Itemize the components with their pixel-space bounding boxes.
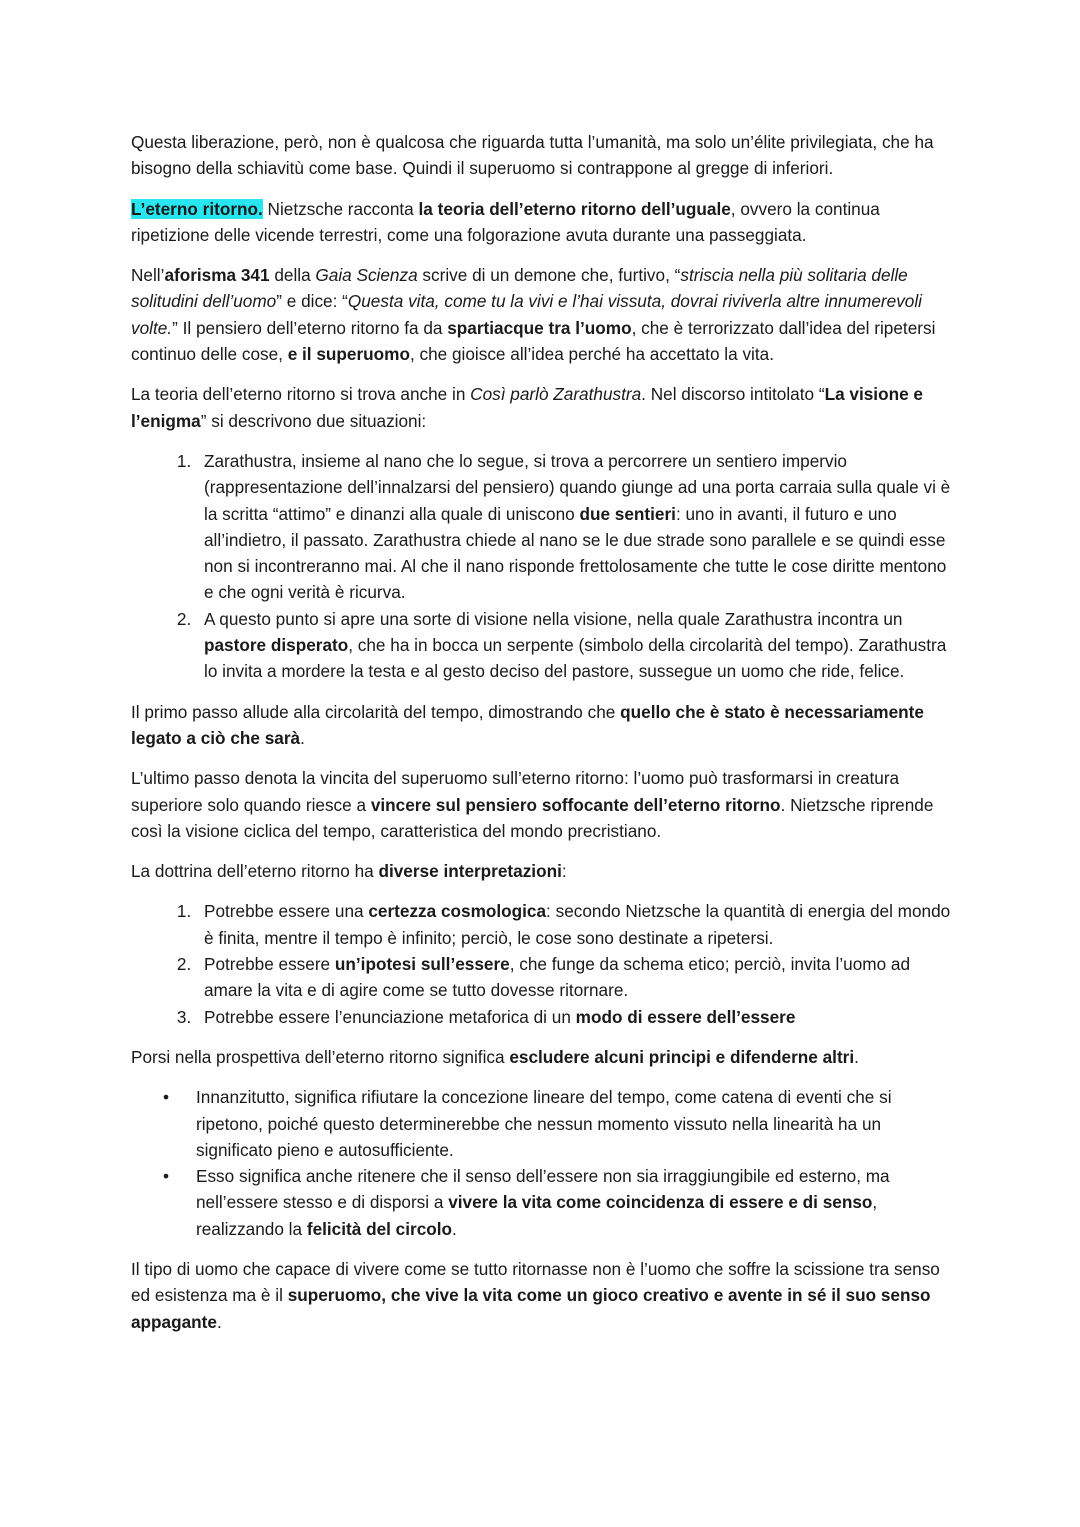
paragraph-superuomo: Il tipo di uomo che capace di vivere come se tutto ritornasse non è l’uomo che soffre la scissione tra senso ed esistenza ma è il superuomo, che vive la vita come un gioco creativo e avente in sé il suo senso appagante. <box>131 1258 940 1332</box>
list-item: 3. Potrebbe essere l’enunciazione metaforica di un modo di essere dell’essere <box>196 1004 951 1030</box>
list-item: 1. Zarathustra, insieme al nano che lo segue, si trova a percorrere un sentiero impervio (rappresentazione dell’innalzarsi del pensiero) quando giunge ad una porta carraia sulla quale vi è la scritta “attimo” e dinanzi alla quale di uniscono due sentieri: uno in avanti, il futuro e uno all’indietro, il passato. Zarathustra chiede al nano se le due strade sono parallele e se quindi esse non si incontreranno mai. Al che il nano risponde frettolosamente che tutte le cose diritte mentono e che ogni verità è ricurva. <box>196 448 951 606</box>
list-item: • Innanzitutto, significa rifiutare la concezione lineare del tempo, come catena di eventi che si ripetono, poiché questo determinerebbe che nessun momento vissuto nella linearità ha un significato pieno e autosufficiente. <box>196 1084 951 1163</box>
paragraph-primo-passo: Il primo passo allude alla circolarità del tempo, dimostrando che quello che è stato è necessariamente legato a ciò che sarà. <box>131 701 924 748</box>
paragraph-eternal-return-intro: L’eterno ritorno. Nietzsche racconta la teoria dell’eterno ritorno dell’uguale, ovvero la continua ripetizione delle vicende terrestri, come una folgorazione avuta durante una passeggiata. <box>131 198 880 245</box>
list-item: • Esso significa anche ritenere che il senso dell’essere non sia irraggiungibile ed esterno, ma nell’essere stesso e di disporsi a vivere la vita come coincidenza di essere e di senso, realizzando la felicità del circolo. <box>196 1163 951 1242</box>
paragraph-ultimo-passo: L’ultimo passo denota la vincita del superuomo sull’eterno ritorno: l’uomo può trasformarsi in creatura superiore solo quando riesce a vincere sul pensiero soffocante dell’eterno ritorno. Nietzsche riprende così la visione ciclica del tempo, caratteristica del mondo precristiano. <box>131 768 934 841</box>
numbered-list-interpretations <box>131 898 951 1029</box>
paragraph-elite: Questa liberazione, però, non è qualcosa che riguarda tutta l’umanità, ma solo un’élite privilegiata, che ha bisogno della schiavitù come base. Quindi il superuomo si contrappone al gregge di inferiori. <box>131 132 934 179</box>
paragraph-zarathustra: La teoria dell’eterno ritorno si trova anche in Così parlò Zarathustra. Nel discorso intitolato “La visione e l’enigma” si descrivono due situazioni: <box>131 384 923 431</box>
bullet-list-principles <box>131 1084 951 1242</box>
list-item: 2. Potrebbe essere un’ipotesi sull’essere, che funge da schema etico; perciò, invita l’uomo ad amare la vita e di agire come se tutto dovesse ritornare. <box>196 951 951 1004</box>
paragraph-aforisma: Nell’aforisma 341 della Gaia Scienza scrive di un demone che, furtivo, “striscia nella più solitaria delle solitudini dell’uomo” e dice: “Questa vita, come tu la vivi e l’hai vissuta, dovrai riviverla altre innumerevoli volte.” Il pensiero dell’eterno ritorno fa da spartiacque tra l’uomo, che è terrorizzato dall’idea del ripetersi continuo delle cose, e il superuomo, che gioisce all’idea perché ha accettato la vita. <box>131 265 936 365</box>
paragraph-interpretazioni: La dottrina dell’eterno ritorno ha diverse interpretazioni: <box>131 861 567 882</box>
section-heading-highlight: L’eterno ritorno. <box>131 198 263 219</box>
bullet-icon: • <box>163 1166 170 1187</box>
list-item: 2. A questo punto si apre una sorte di visione nella visione, nella quale Zarathustra incontra un pastore disperato, che ha in bocca un serpente (simbolo della circolarità del tempo). Zarathustra lo invita a mordere la testa e al gesto deciso del pastore, sussegue un uomo che ride, felice. <box>196 606 951 685</box>
paragraph-prospettiva: Porsi nella prospettiva dell’eterno ritorno significa escludere alcuni principi e difenderne altri. <box>131 1046 859 1067</box>
document-body <box>131 129 951 1349</box>
numbered-list-situations <box>131 448 951 685</box>
list-item: 1. Potrebbe essere una certezza cosmologica: secondo Nietzsche la quantità di energia del mondo è finita, mentre il tempo è infinito; perciò, le cose sono destinate a ripetersi. <box>196 898 951 951</box>
bullet-icon: • <box>163 1087 170 1108</box>
